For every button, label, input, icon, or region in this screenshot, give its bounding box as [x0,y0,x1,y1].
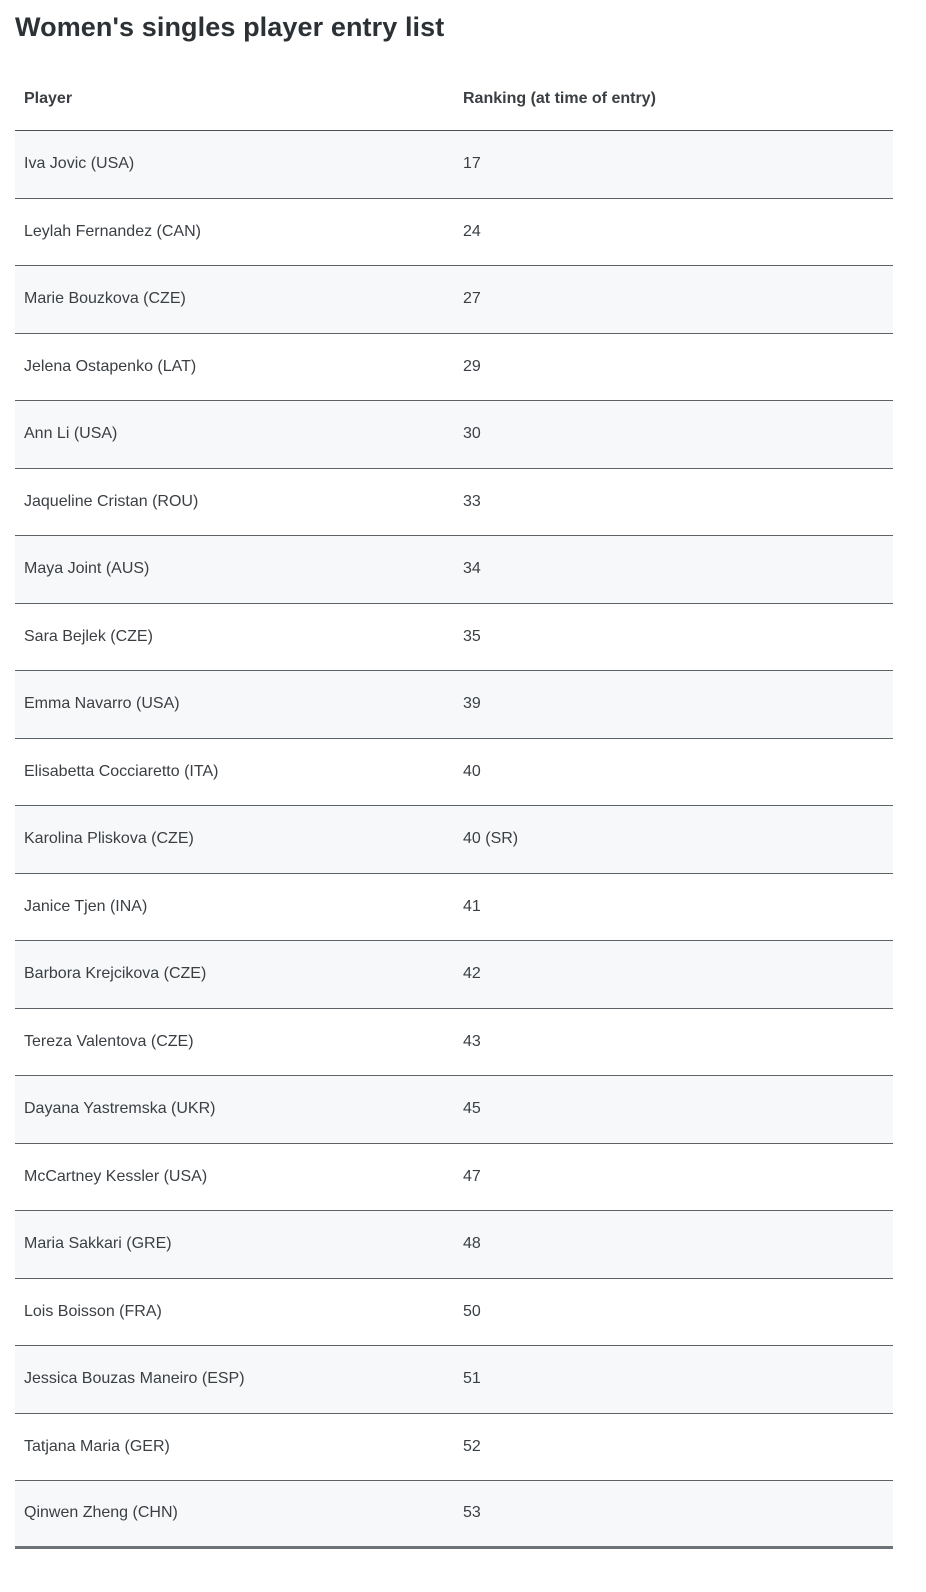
table-row [15,1346,893,1414]
ranking-cell: 40 [463,762,481,780]
ranking-column-header: Ranking (at time of entry) [463,90,656,107]
ranking-cell: 24 [463,222,481,240]
player-cell: Marie Bouzkova (CZE) [24,290,186,308]
player-cell: Janice Tjen (INA) [24,897,148,915]
player-cell: Jaqueline Cristan (ROU) [24,492,199,510]
table-header-row [15,68,893,131]
player-cell: Dayana Yastremska (UKR) [24,1100,216,1118]
player-cell: Barbora Krejcikova (CZE) [24,965,207,983]
ranking-cell: 43 [463,1032,481,1050]
ranking-cell: 52 [463,1437,481,1455]
player-entry-table [15,68,893,1549]
ranking-cell: 17 [463,155,481,173]
table-row [15,1414,893,1482]
table-row [15,671,893,739]
table-row [15,131,893,199]
player-cell: Maria Sakkari (GRE) [24,1235,172,1253]
table-row [15,1481,893,1549]
table-row [15,739,893,807]
player-cell: Qinwen Zheng (CHN) [24,1504,178,1522]
ranking-cell: 40 (SR) [463,830,519,848]
ranking-cell: 47 [463,1167,481,1185]
player-cell: Tereza Valentova (CZE) [24,1032,194,1050]
ranking-cell: 48 [463,1235,481,1253]
ranking-cell: 45 [463,1100,481,1118]
player-cell: Jessica Bouzas Maneiro (ESP) [24,1370,245,1388]
ranking-cell: 29 [463,357,481,375]
player-cell: Ann Li (USA) [24,425,118,443]
page-title: Women's singles player entry list [15,12,445,42]
ranking-cell: 35 [463,627,481,645]
player-cell: Tatjana Maria (GER) [24,1437,170,1455]
player-cell: Jelena Ostapenko (LAT) [24,357,197,375]
player-cell: Iva Jovic (USA) [24,155,135,173]
table-row [15,266,893,334]
ranking-cell: 50 [463,1302,481,1320]
ranking-cell: 42 [463,965,481,983]
table-row [15,1076,893,1144]
table-row [15,806,893,874]
table-row [15,941,893,1009]
player-cell: Maya Joint (AUS) [24,560,150,578]
table-row [15,604,893,672]
player-cell: Sara Bejlek (CZE) [24,627,153,645]
table-row [15,874,893,942]
ranking-cell: 33 [463,492,481,510]
table-row [15,1144,893,1212]
table-row [15,536,893,604]
player-cell: Lois Boisson (FRA) [24,1302,162,1320]
player-cell: Leylah Fernandez (CAN) [24,222,201,240]
table-row [15,401,893,469]
ranking-cell: 41 [463,897,481,915]
table-body [15,131,893,1549]
ranking-cell: 53 [463,1504,481,1522]
player-cell: Elisabetta Cocciaretto (ITA) [24,762,219,780]
table-row [15,334,893,402]
player-column-header: Player [24,90,73,107]
table-row [15,469,893,537]
table-row [15,1009,893,1077]
player-cell: Emma Navarro (USA) [24,695,180,713]
ranking-cell: 27 [463,290,481,308]
ranking-cell: 51 [463,1370,481,1388]
player-cell: McCartney Kessler (USA) [24,1167,208,1185]
table-row [15,1211,893,1279]
ranking-cell: 34 [463,560,481,578]
table-row [15,1279,893,1347]
table-row [15,199,893,267]
player-cell: Karolina Pliskova (CZE) [24,830,194,848]
ranking-cell: 39 [463,695,481,713]
ranking-cell: 30 [463,425,481,443]
